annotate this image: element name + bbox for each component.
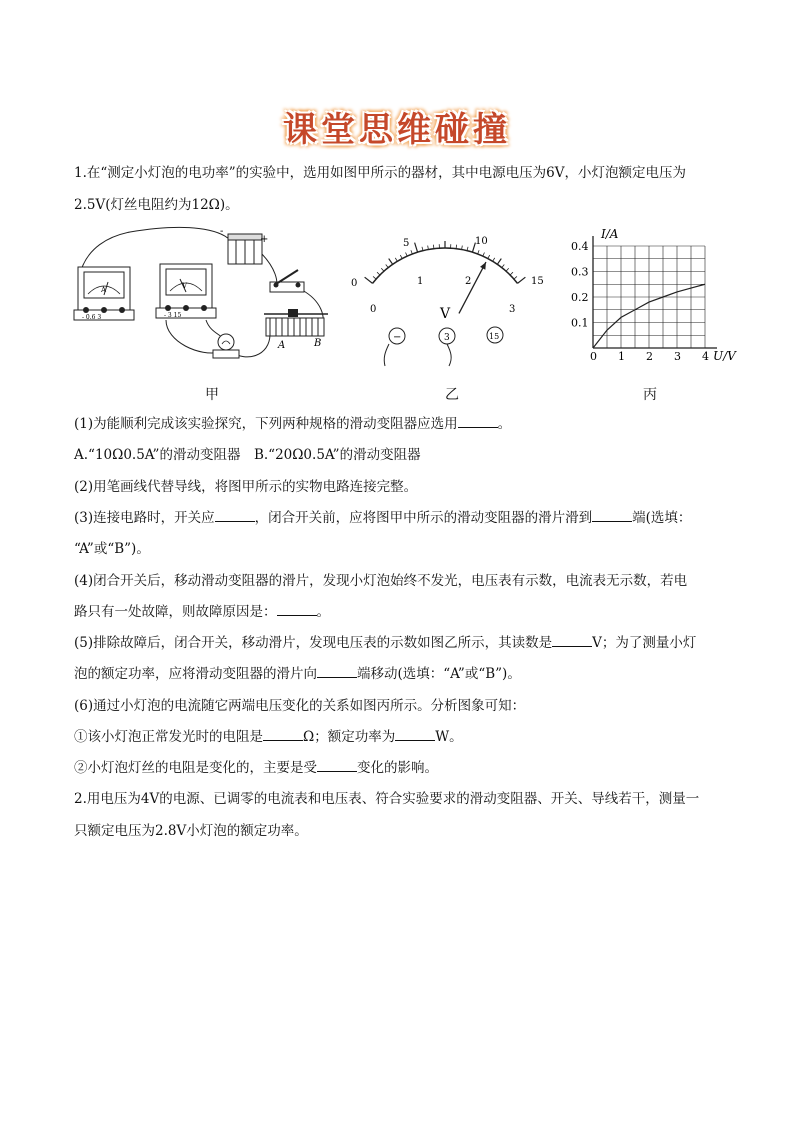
x-tick-label: 2 [646,350,653,363]
y-axis-label: I/A [601,227,619,241]
y-tick-label: 0.2 [571,291,589,304]
answer-blank-3a[interactable] [215,509,255,522]
caption-yi: 乙 [445,387,459,403]
dial-unit: V [440,306,451,322]
dial-tick [386,264,388,267]
dial-tick [493,258,495,261]
dial-tick [506,268,509,271]
dial-tick [483,252,485,256]
caption-jia: 甲 [205,387,219,403]
terminal-15 [487,327,503,343]
rheostat-a-label: A [278,340,286,351]
dial-inner-tick-1: 1 [417,276,424,287]
dial-scale [365,241,526,283]
ammeter-terminals: - 0.6 3 [82,314,102,321]
dial-tick [400,255,402,259]
dial-tick [514,276,517,279]
page-title: 课堂思维碰撞 [283,110,511,150]
caption-bing: 丙 [643,387,657,403]
iu-graph [565,224,745,370]
p4: (4)闭合开关后，移动滑动变阻器的滑片，发现小灯泡始终不发光，电压表有示数，电流表无示数，若电 [74,573,688,589]
p4-cont: 路只有一处故障，则故障原因是： 。 [74,604,330,620]
battery [220,226,268,264]
dial-tick [377,272,380,275]
dial-tick [497,259,501,265]
dial-tick [395,258,397,261]
dial-inner-tick-3: 3 [509,304,516,315]
dial-tick [502,264,504,267]
q1-line1: 1.在“测定小灯泡的电功率”的实验中，选用如图甲所示的器材，其中电源电压为6V，小灯泡额定电压为 [74,165,687,181]
rheostat [264,309,328,351]
answer-blank-3b[interactable] [592,509,632,522]
svg-text:3: 3 [444,333,450,343]
title-banner [0,102,794,151]
wire-meter-lamp [166,320,220,353]
x-tick-label: 1 [618,350,625,363]
dial-tick [406,252,408,256]
dial-outer-zero: 0 [351,278,358,289]
circuit-figure [70,222,340,372]
dial-arc [373,248,518,283]
p5-cont: 泡的额定功率，应将滑动变阻器的滑片向 端移动(选填：“A”或“B”)。 [74,666,521,682]
voltmeter-label: V [182,282,188,290]
rheostat-b-label: B [314,338,322,349]
terminal-negative [384,328,405,366]
answer-blank-5a[interactable] [552,634,592,647]
svg-text:15: 15 [489,332,500,341]
p3-cont: “A”或“B”)。 [74,541,150,557]
dial-tick [411,250,412,254]
voltmeter [156,264,216,319]
y-tick-label: 0.3 [571,265,589,279]
dial-tick [381,268,384,271]
dial-tick [510,272,513,275]
voltmeter-terminals: - 3 15 [164,312,182,319]
answer-blank-5b[interactable] [317,665,357,678]
dial-tick [389,259,393,265]
p3: (3)连接电路时，开关应 ，闭合开关前，应将图甲中所示的滑动变阻器的滑片滑到 端(选填： [74,510,692,526]
lamp [213,334,239,358]
answer-blank-1[interactable] [458,415,498,428]
answer-blank-4[interactable] [277,603,317,616]
dial-tick [373,276,376,279]
p2: (2)用笔画线代替导线，将图甲所示的实物电路连接完整。 [74,479,418,495]
ammeter [74,267,134,321]
dial-inner-tick-2: 2 [465,276,472,287]
q2-line1: 2.用电压为4V的电源、已调零的电流表和电压表、符合实验要求的滑动变阻器、开关、导线若干，测量一 [74,791,700,807]
dial-outer-tick-15: 15 [531,276,544,287]
svg-text:−: − [393,332,402,343]
p5: (5)排除故障后，闭合开关，移动滑片，发现电压表的示数如图乙所示，其读数是 V；为了测量小灯 [74,635,697,651]
p1: (1)为能顺利完成该实验探究，下列两种规格的滑动变阻器应选用 。 [74,416,512,432]
x-tick-label: 3 [674,350,681,363]
x-tick-label: 4 [702,350,709,363]
dial-tick [415,243,418,253]
dial-inner-tick-0: 0 [370,304,377,315]
dial-tick [365,277,373,283]
x-tick-label: 0 [590,350,597,363]
answer-blank-6b[interactable] [395,728,435,741]
dial-tick [517,277,525,283]
options-line: A.“10Ω0.5A”的滑动变阻器 B.“20Ω0.5A”的滑动变阻器 [74,447,421,463]
ammeter-label: A [101,286,107,294]
answer-blank-6a[interactable] [263,728,303,741]
y-tick-label: 0.4 [571,240,589,253]
x-axis-label: U/V [713,349,736,363]
p6-1: ①该小灯泡正常发光时的电阻是 Ω；额定功率为 W。 [74,729,463,745]
chart-grid [593,236,717,348]
dial-needle [459,262,486,313]
dial-tick [478,250,479,254]
dial-outer-tick-5: 5 [403,238,410,249]
voltmeter-dial-figure [345,228,555,368]
p6: (6)通过小灯泡的电流随它两端电压变化的关系如图丙所示。分析图象可知： [74,698,526,714]
terminal-3 [439,328,455,366]
dial-tick [488,255,490,259]
p6-2: ②小灯泡灯丝的电阻是变化的，主要是受 变化的影响。 [74,760,438,776]
q1-line2: 2.5V(灯丝电阻约为12Ω)。 [74,197,239,213]
answer-blank-6c[interactable] [317,759,357,772]
battery-plus: + [260,234,269,245]
dial-outer-tick-10: 10 [475,236,488,247]
q2-line2: 只额定电压为2.8V小灯泡的额定功率。 [74,823,308,839]
y-tick-label: 0.1 [571,316,589,330]
battery-minus: - [220,226,224,237]
